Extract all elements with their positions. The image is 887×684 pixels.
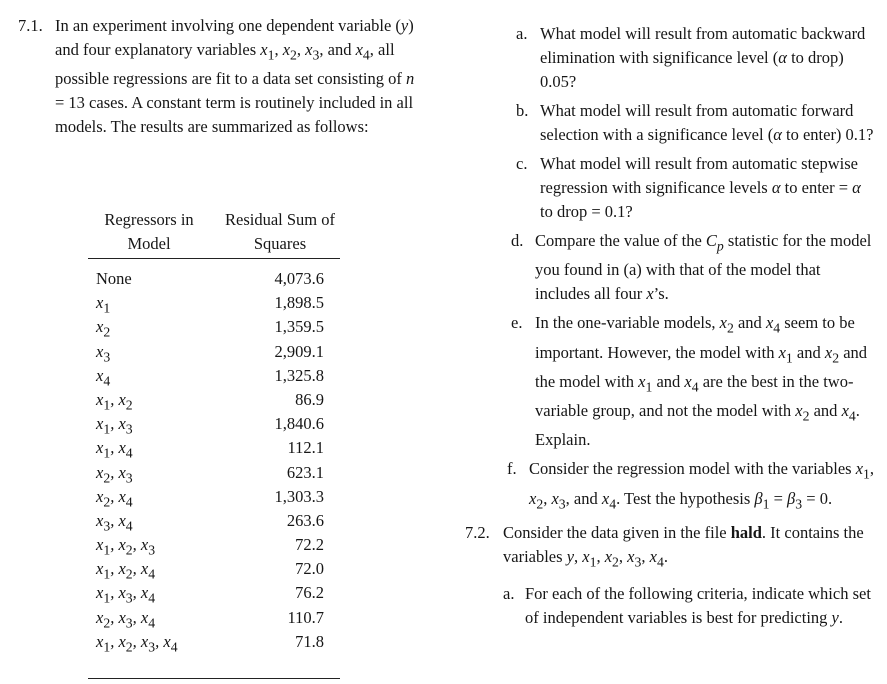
problem-number: 7.1. bbox=[18, 16, 43, 35]
table-row bbox=[88, 388, 340, 412]
table-bottom-rule bbox=[88, 678, 340, 679]
regression-table bbox=[88, 208, 340, 654]
regressors-cell: $x_3$ bbox=[96, 341, 111, 364]
table-row bbox=[88, 364, 340, 388]
table-row bbox=[88, 485, 340, 509]
problem-7-2: 7.2. Consider the data given in the file hald. It contains the variables y, $x_1$, $x_2$, $x_3$, $x_4$. bbox=[465, 523, 864, 570]
table-row bbox=[88, 340, 340, 364]
regressors-cell: $x_1$, $x_2$, $x_3$ bbox=[96, 535, 156, 558]
regressors-cell: $x_2$, $x_4$ bbox=[96, 486, 133, 509]
header-rss: Residual Sum of Squares bbox=[225, 210, 335, 253]
rss-cell: 4,073.6 bbox=[274, 269, 324, 288]
question-d: d. Compare the value of the $C_p$ statistic for the model you found in (a) with that of the model that includes all four x’s. bbox=[511, 231, 872, 304]
regressors-cell: $x_1$ bbox=[96, 293, 111, 316]
rss-cell: 72.2 bbox=[295, 535, 324, 555]
rss-cell: 110.7 bbox=[287, 607, 324, 627]
rss-cell: 1,898.5 bbox=[274, 293, 324, 313]
regressors-cell: $x_1$, $x_2$, $x_3$, $x_4$ bbox=[96, 631, 178, 655]
rss-cell: 76.2 bbox=[295, 583, 324, 603]
table-header bbox=[88, 208, 340, 259]
rss-cell: 71.8 bbox=[295, 631, 324, 651]
regressors-cell: $x_1$, $x_2$ bbox=[96, 389, 133, 413]
regressors-cell: $x_1$, $x_3$, $x_4$ bbox=[96, 583, 156, 606]
table-row bbox=[88, 267, 340, 291]
table-row bbox=[88, 291, 340, 315]
rss-cell: 263.6 bbox=[286, 510, 324, 530]
rss-cell: 1,840.6 bbox=[274, 414, 324, 434]
table-row bbox=[88, 412, 340, 436]
rss-cell: 72.0 bbox=[295, 559, 324, 579]
rss-cell: 2,909.1 bbox=[274, 341, 324, 361]
table-body bbox=[88, 259, 340, 654]
left-column bbox=[18, 14, 418, 655]
table-row bbox=[88, 533, 340, 557]
problem-7-2-question-a: a. For each of the following criteria, indicate which set of independent variables is best for predicting y. bbox=[503, 584, 871, 628]
table-row bbox=[88, 461, 340, 485]
question-f: f. Consider the regression model with the variables $x_1$, $x_2$, $x_3$, and $x_4$. Test the hypothesis $\beta_1 = \beta_3 = 0$. bbox=[507, 459, 875, 512]
question-a: a. What model will result from automatic backward elimination with significance level (α to drop) 0.05? bbox=[516, 24, 866, 91]
problem-7-1-text: In an experiment involving one dependent variable (y) and four explanatory variables $x_1$, $x_2$, $x_3$, and $x_4$, all possible regressions are fit to a data set consisting of n = 13 cases. A constant term is routinely included in all models. The results are summarized as follows: bbox=[55, 16, 415, 137]
right-column bbox=[465, 22, 877, 635]
regressors-cell: $x_1$, $x_2$, $x_4$ bbox=[96, 559, 156, 582]
table-row bbox=[88, 606, 340, 630]
regressors-cell: $x_3$, $x_4$ bbox=[96, 510, 133, 534]
regressors-cell: $x_1$, $x_3$ bbox=[96, 414, 133, 437]
file-name-hald: hald bbox=[730, 523, 762, 543]
rss-cell: 112.1 bbox=[287, 438, 324, 458]
table-row bbox=[88, 630, 340, 654]
table-row bbox=[88, 436, 340, 460]
rss-cell: 1,325.8 bbox=[274, 365, 324, 385]
table-row bbox=[88, 315, 340, 339]
regressors-cell: $x_2$, $x_3$ bbox=[96, 462, 133, 485]
question-b: b. What model will result from automatic forward selection with a significance level (α to enter) 0.1? bbox=[516, 101, 874, 144]
rss-cell: 623.1 bbox=[286, 462, 324, 482]
regressors-cell: $x_2$, $x_3$, $x_4$ bbox=[96, 607, 156, 630]
rss-cell: 86.9 bbox=[295, 389, 324, 409]
question-e: e. In the one-variable models, $x_2$ and $x_4$ seem to be important. However, the model with $x_1$ and $x_2$ and the model with $x_1$ and $x_4$ are the best in the two-variable group, and not the model with $x_2$ and $x_4$. Explain. bbox=[511, 313, 868, 450]
rss-cell: 1,303.3 bbox=[274, 486, 324, 506]
problem-7-1 bbox=[18, 14, 418, 139]
table-row bbox=[88, 509, 340, 533]
rss-cell: 1,359.5 bbox=[274, 317, 324, 337]
question-c: c. What model will result from automatic stepwise regression with significance levels α to enter = α to drop = 0.1? bbox=[516, 154, 861, 221]
regressors-cell: $x_4$ bbox=[96, 365, 111, 389]
header-regressors: Regressors in Model bbox=[104, 210, 194, 253]
regressors-cell: $x_1$, $x_4$ bbox=[96, 438, 133, 461]
regressors-cell: $x_2$ bbox=[96, 317, 111, 340]
table-row bbox=[88, 557, 340, 581]
regressors-cell: None bbox=[96, 269, 132, 288]
table-row bbox=[88, 581, 340, 605]
